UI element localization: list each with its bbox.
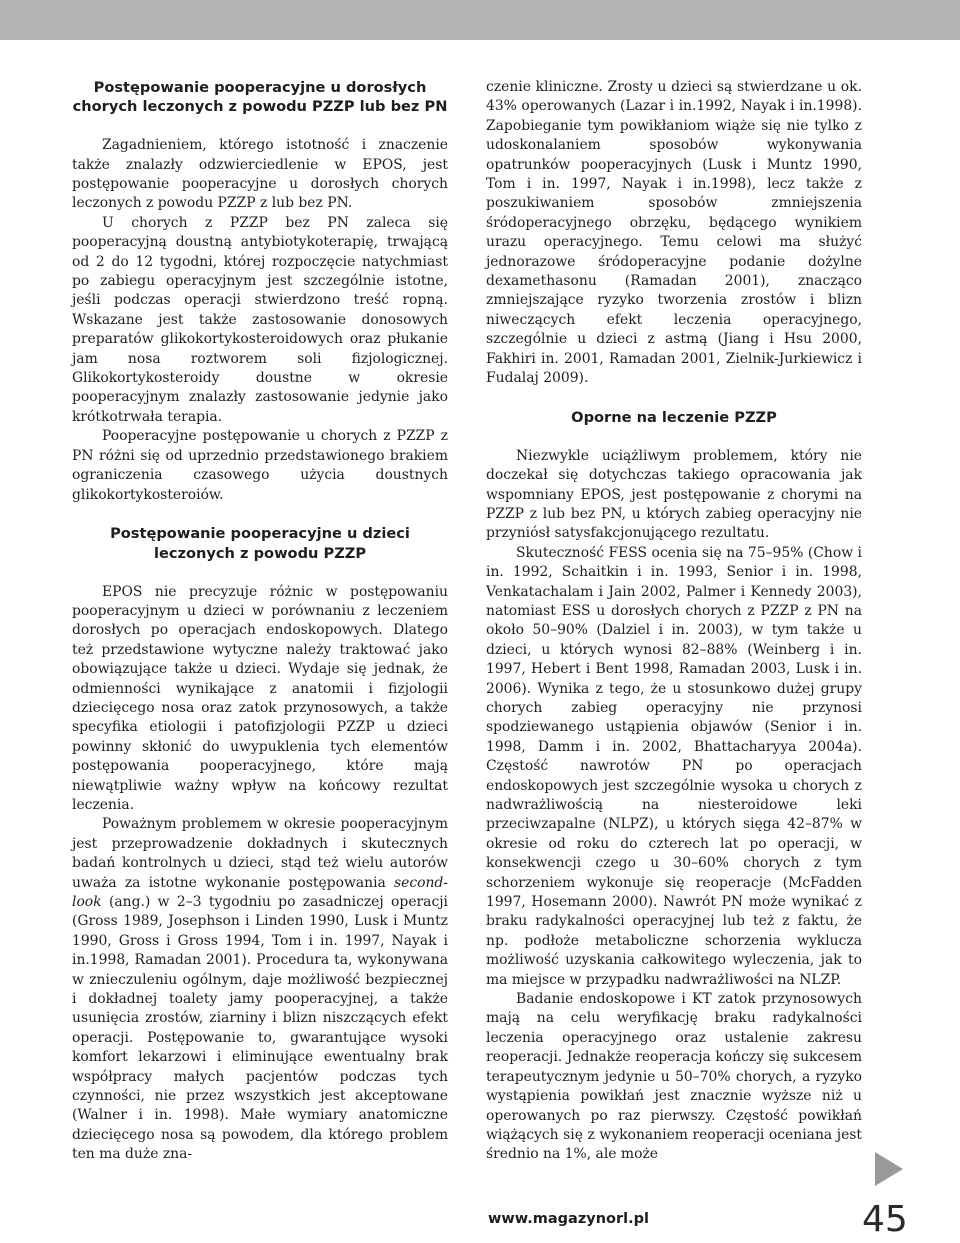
page-number: 45: [862, 1199, 908, 1240]
paragraph: Pooperacyjne postępowanie u chorych z PZZP z PN różni się od uprzednio przedstawionego brakiem ograniczenia czasowego użycia doustnych glikokortykosteroiów.: [72, 428, 448, 503]
italic-term: second-look: [72, 874, 448, 911]
left-column: [72, 78, 448, 1165]
website-url: www.magazynorl.pl: [488, 1211, 649, 1227]
right-column: [486, 78, 862, 1165]
section-heading-adult-postop: Postępowanie pooperacyjne u dorosłych chorych leczonych z powodu PZZP lub bez PN: [72, 79, 448, 116]
paragraph: Zagadnieniem, którego istotność i znaczenie także znalazły odzwierciedlenie w EPOS, jest postępowanie pooperacyjne u dorosłych chorych leczonych z powodu PZZP z lub bez PN.: [72, 137, 448, 212]
paragraph: Niezwykle uciążliwym problemem, który nie doczekał się dotychczas takiego opracowania jak wspomniany EPOS, jest postępowanie z chorymi na PZZP z lub bez PN, u których zabieg operacyjny nie przyniósł satysfakcjonującego rezultatu.: [486, 447, 862, 542]
paragraph: U chorych z PZZP bez PN zaleca się pooperacyjną doustną antybiotykoterapię, trwającą od 2 do 12 tygodni, której rozpoczęcie natychmiast po zabiegu operacyjnym jest szczególnie istotne, jeśli podczas operacji stwierdzono treść ropną. Wskazane jest także zastosowanie donosowych preparatów glikokortykosteroidowych oraz płukanie jam nosa roztworem soli fizjologicznej. Glikokortykosteroidy doustne w okresie pooperacyjnym znalazły zastosowanie jedynie jako krótkotrwała terapia.: [72, 214, 448, 425]
paragraph-text: (ang.) w 2–3 tygodniu po zasadniczej operacji (Gross 1989, Josephson i Linden 1990, Lusk i Muntz 1990, Gross i Gross 1994, Tom i in. 1997, Nayak i in.1998, Ramadan 2001). Procedura ta, wykonywana w znieczuleniu ogólnym, daje możliwość bezpiecznej i dokładnej toalety jamy pooperacyjnej, a także usunięcia zrostów, ziarniny i blizn niszczących efekt operacji. Postępowanie to, gwarantujące wysoki komfort lekarzowi i eliminujące ewentualny brak współpracy małych pacjentów podczas tych czynności, nie przez wszystkich jest akceptowane (Walner i in. 1998). Małe wymiary anatomiczne dziecięcego nosa są powodem, dla którego problem ten ma duże zna-: [72, 894, 448, 1163]
continue-arrow-icon: [875, 1152, 903, 1186]
paragraph: Badanie endoskopowe i KT zatok przynosowych mają na celu weryfikację braku radykalności leczenia operacyjnego oraz ustalenie zakresu reoperacji. Jednakże reoperacja kończy się sukcesem terapeutycznym jedynie u 50–70% chorych, a ryzyko wystąpienia powikłań jest znacznie wyższe niż u operowanych po raz pierwszy. Częstość powikłań wiążących się z wykonaniem reoperacji oceniana jest średnio na 1%, ale może: [486, 991, 862, 1163]
section-heading-children-postop: Postępowanie pooperacyjne u dzieci leczonych z powodu PZZP: [110, 525, 410, 562]
paragraph: EPOS nie precyzuje różnic w postępowaniu pooperacyjnym u dzieci w porównaniu z leczeniem dorosłych po operacjach endoskopowych. Dlatego też przedstawione wytyczne należy traktować jako obowiązujące także u dzieci. Wydaje się jednak, że odmienności wynikające z anatomii i fizjologii dziecięcego nosa oraz zatok przynosowych, a także specyfika etiologii i patofizjologii PZZP u dzieci powinny skłonić do uwypuklenia tych elementów postępowania pooperacyjnego, które mają niewątpliwie ważny wpływ na końcowy rezultat leczenia.: [72, 583, 448, 813]
paragraph-text: Poważnym problemem w okresie pooperacyjnym jest przeprowadzenie dokładnych i skutecznych badań kontrolnych u dzieci, stąd też wielu autorów uważa za istotne wykonanie postępowania: [72, 816, 448, 891]
top-gray-bar: [0, 0, 960, 40]
paragraph: Skuteczność FESS ocenia się na 75–95% (Chow i in. 1992, Schaitkin i in. 1993, Senior i in. 1998, Venkatachalam i Jain 2002, Palmer i Kennedy 2003), natomiast ESS u dorosłych chorych z PZZP z PN na około 50–90% (Dalziel i in. 2003), w tym także u dzieci, u których wynosi 82–88% (Weinberg i in. 1997, Hebert i Bent 1998, Ramadan 2003, Lusk i in. 2006). Wynika z tego, że u stosunkowo dużej grupy chorych zabieg operacyjny nie przynosi spodziewanego ustąpienia objawów (Senior i in. 1998, Damm i in. 2002, Bhattacharyya 2004a). Częstość nawrotów PN po operacjach endoskopowych jest szczególnie wysoka u chorych z nadwrażliwością na niesteroidowe leki przeciwzapalne (NLPZ), u których sięga 42–87% w okresie od roku do czterech lat po operacji, w konsekwencji czego u 30–60% chorych z tym schorzeniem wykonuje się reoperacje (McFadden 1997, Hosemann 2000). Nawrót PN może wynikać z braku radykalności operacyjnej lub też z faktu, że np. podłoże metaboliczne schorzenia wyklucza możliwość uzyskania całkowitego wyleczenia, jak to ma miejsce w przypadku nadwrażliwości na NLZP.: [486, 544, 862, 988]
paragraph: czenie kliniczne. Zrosty u dzieci są stwierdzane u ok. 43% operowanych (Lazar i in.1992, Nayak i in.1998). Zapobieganie tym powikłaniom wiąże się nie tylko z udoskonalaniem sposobów wykonywania opatrunków pooperacyjnych (Lusk i Muntz 1990, Tom i in. 1997, Nayak i in.1998), lecz także z poszukiwaniem sposobów zmniejszenia śródoperacyjnego obrzęku, będącego wynikiem urazu operacyjnego. Temu celowi ma służyć jednorazowe śródoperacyjne podanie dożylne dexamethasonu (Ramadan 2001), znacząco zmniejszające ryzyko tworzenia zrostów i blizn niweczących efekt leczenia operacyjnego, szczególnie u dzieci z astmą (Jiang i Hsu 2000, Fakhiri in. 2001, Ramadan 2001, Zielnik-Jurkiewicz i Fudalaj 2009).: [486, 79, 862, 387]
section-heading-refractory: Oporne na leczenie PZZP: [571, 408, 777, 426]
paragraph: [72, 815, 448, 1164]
